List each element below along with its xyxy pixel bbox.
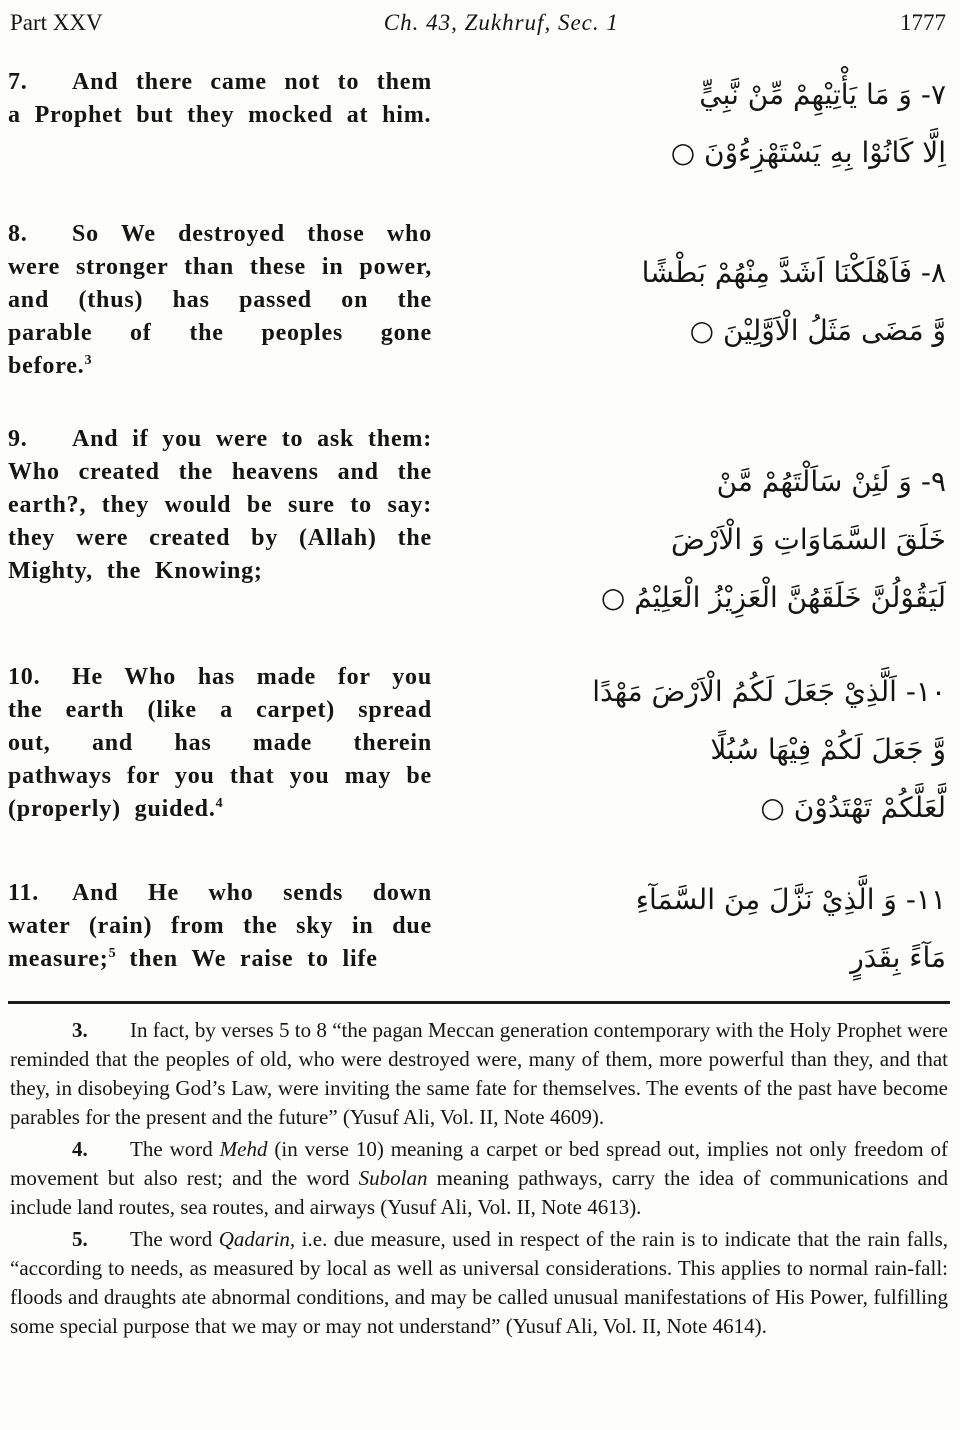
arabic-line: ١٠- اَلَّذِيْ جَعَلَ لَكُمُ الْاَرْضَ مَهْدًا	[592, 675, 946, 708]
footnote-reference: 5	[108, 946, 116, 961]
arabic-line: ٨- فَاَهْلَكْنَا اَشَدَّ مِنْهُمْ بَطْشًا	[641, 256, 946, 289]
verse-row	[8, 218, 950, 383]
footnote-number: 4.	[72, 1137, 88, 1161]
verse-number: 10.	[8, 664, 41, 690]
footnote	[10, 1016, 948, 1132]
arabic-line: اِلَّا كَانُوْا بِهِ يَسْتَهْزِءُوْنَ ○	[670, 136, 946, 169]
arabic-line: وَّ مَضَى مَثَلُ الْاَوَّلِيْنَ ○	[689, 314, 946, 347]
header-part-label: Part XXV	[10, 10, 103, 35]
verse-arabic	[432, 218, 950, 360]
verse-number: 7.	[8, 69, 28, 95]
verse-number: 11.	[8, 880, 40, 906]
footnote-text: In fact, by verses 5 to 8 “the pagan Meccan generation contemporary with the Holy Prophet were reminded that the peoples of old, who were destroyed were, many of them, more powerful than they, and that they, in disobeying God’s Law, were inviting the same fate for themselves. The events of the past have become parables for the present and the future” (Yusuf Ali, Vol. II, Note 4609).	[10, 1018, 948, 1129]
footnote-text: Subolan	[358, 1166, 428, 1190]
verse-english	[8, 661, 432, 826]
arabic-line: لَيَقُوْلُنَّ خَلَقَهُنَّ الْعَزِيْزُ الْعَلِيْمُ ○	[600, 581, 946, 614]
footnote-text: Mehd	[219, 1137, 268, 1161]
footnote-reference: 4	[215, 796, 223, 811]
arabic-line: لَّعَلَّكُمْ تَهْتَدُوْنَ ○	[760, 791, 946, 824]
verse-text: And if you were to ask them: Who created the heavens and the earth?, they would be sure to say: they were created by (Allah) the Mighty, the Knowing;	[8, 426, 432, 584]
arabic-line: ١١- وَ الَّذِيْ نَزَّلَ مِنَ السَّمَآءِ	[635, 883, 946, 916]
arabic-line: ٩- وَ لَئِنْ سَاَلْتَهُمْ مَّنْ	[716, 465, 946, 498]
verse-text: then We raise to life	[115, 946, 378, 972]
arabic-line: خَلَقَ السَّمَاوَاتِ وَ الْاَرْضَ	[671, 523, 946, 556]
header-page-number: 1777	[900, 10, 946, 35]
footnote-text: The word	[130, 1227, 219, 1251]
footnote-text: (in verse 10) meaning a carpet or bed spread out, implies not only freedom of movement but also rest; and the word	[10, 1137, 948, 1190]
footnote-text: The word	[130, 1137, 220, 1161]
verse-number: 8.	[8, 221, 28, 247]
footnotes-section	[8, 1014, 950, 1341]
verse-arabic	[432, 871, 950, 987]
verses-section	[8, 66, 950, 987]
verse-arabic	[432, 661, 950, 837]
verse-row	[8, 66, 950, 182]
verse-text: And He who sends down water (rain) from the sky in due measure;	[8, 880, 432, 972]
arabic-line: مَآءً بِقَدَرٍ	[850, 941, 946, 974]
footnote	[10, 1225, 948, 1341]
verse-row	[8, 661, 950, 837]
footnote-separator-rule	[8, 1001, 950, 1004]
verse-english	[8, 877, 432, 976]
arabic-line: ٧- وَ مَا يَأْتِيْهِمْ مِّنْ نَّبِيٍّ	[699, 78, 946, 111]
verse-english	[8, 423, 432, 588]
verse-number: 9.	[8, 426, 28, 452]
header-chapter-title: Ch. 43, Zukhruf, Sec. 1	[383, 10, 619, 35]
verse-english	[8, 66, 432, 132]
footnote	[10, 1135, 948, 1222]
verse-text: And there came not to them a Prophet but they mocked at him.	[8, 69, 432, 128]
footnote-text: i.e. due measure, used in respect of the rain is to indicate that the rain falls, “according to needs, as measured by local as well as universal considerations. This applies to normal rain-fall: floods and draughts ate abnormal conditions, and may be called unusual manifestations of His Power, fulfilling some special purpose that we may or may not understand” (Yusuf Ali, Vol. II, Note 4614).	[10, 1227, 948, 1338]
verse-arabic	[432, 66, 950, 182]
footnote-text: meaning pathways, carry the idea of communications and include land routes, sea routes, and airways (Yusuf Ali, Vol. II, Note 4613).	[10, 1166, 948, 1219]
page-header	[8, 8, 950, 36]
verse-row	[8, 877, 950, 987]
arabic-line: وَّ جَعَلَ لَكُمْ فِيْهَا سُبُلًا	[710, 733, 946, 766]
footnote-text: Qadarin,	[218, 1227, 296, 1251]
verse-text: So We destroyed those who were stronger than these in power, and (thus) has passed on the parable of the peoples gone before.	[8, 221, 432, 379]
footnote-number: 5.	[72, 1227, 88, 1251]
footnote-number: 3.	[72, 1018, 88, 1042]
footnote-reference: 3	[84, 353, 92, 368]
verse-row	[8, 423, 950, 627]
verse-english	[8, 218, 432, 383]
verse-arabic	[432, 423, 950, 627]
verse-text: He Who has made for you the earth (like a carpet) spread out, and has made therein pathways for you that you may be (properly) guided.	[8, 664, 432, 822]
